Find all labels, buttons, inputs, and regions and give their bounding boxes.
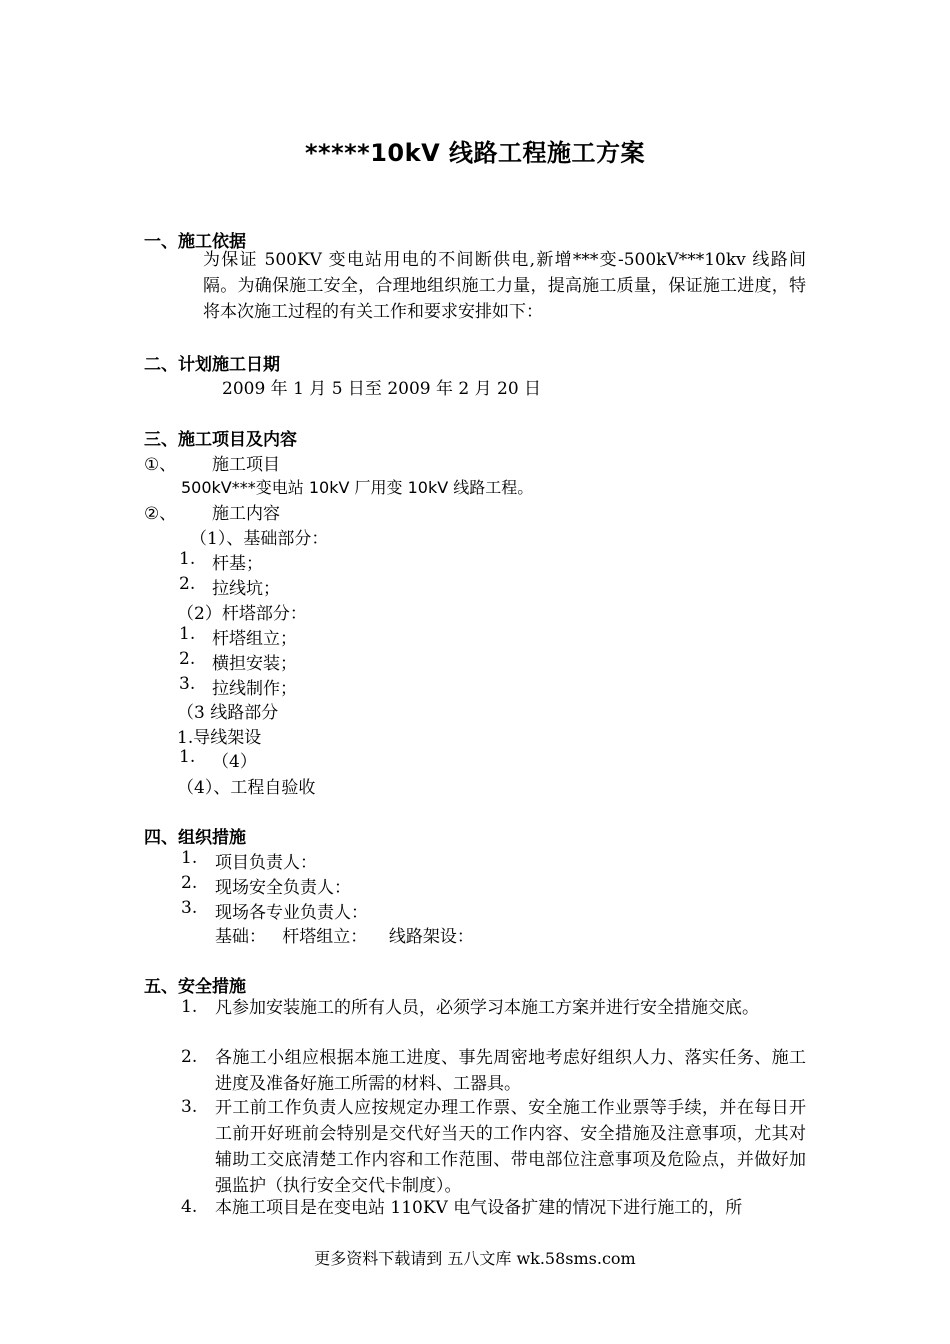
s5-num-2: 2. bbox=[181, 1047, 198, 1067]
sub-2-item-3: 拉线制作； bbox=[212, 679, 297, 699]
section-1-body: 为保证 500KV 变电站用电的不间断供电,新增***变-500kV***10kv 线路间隔。为确保施工安全，合理地组织施工力量，提高施工质量，保证施工进度，特将本次施工过程的有关工作和要求安排如下： bbox=[203, 250, 806, 322]
s4-item-1: 项目负责人： bbox=[215, 853, 317, 873]
item-1-label: 施工项目 bbox=[212, 455, 280, 475]
section-2-heading: 二、计划施工日期 bbox=[144, 355, 280, 375]
sub-2-heading: （2）杆塔部分： bbox=[177, 604, 307, 624]
document-title: *****10kV 线路工程施工方案 bbox=[304, 139, 646, 167]
s4-item-3: 现场各专业负责人： bbox=[215, 903, 368, 923]
sub-1-item-1: 杆基； bbox=[212, 554, 263, 574]
sub-3-heading: （3 线路部分 bbox=[177, 703, 279, 723]
s5-num-4: 4. bbox=[181, 1197, 198, 1217]
sub-2-item-1: 杆塔组立； bbox=[212, 629, 297, 649]
item-1-marker: ①、 bbox=[144, 455, 177, 475]
sub-1-heading: （1）、基础部分： bbox=[190, 529, 329, 549]
section-5-heading: 五、安全措施 bbox=[144, 977, 246, 997]
footer-download-note: 更多资料下载请到 五八文库 wk.58sms.com bbox=[314, 1249, 636, 1268]
s4-num-2: 2. bbox=[181, 873, 198, 893]
section-4-heading: 四、组织措施 bbox=[144, 828, 246, 848]
sub-3-extra-text: （4） bbox=[212, 752, 257, 772]
s4-item-2: 现场安全负责人： bbox=[215, 878, 351, 898]
s4-num-1: 1. bbox=[181, 848, 198, 868]
s5-item-4: 本施工项目是在变电站 110KV 电气设备扩建的情况下进行施工的，所 bbox=[215, 1198, 743, 1218]
sub-2-item-2: 横担安装； bbox=[212, 654, 297, 674]
s4-num-3: 3. bbox=[181, 898, 198, 918]
sub-1-item-2: 拉线坑； bbox=[212, 579, 280, 599]
s5-item-3: 开工前工作负责人应按规定办理工作票、安全施工作业票等手续，并在每日开工前开好班前会特别是交代好当天的工作内容、安全措施及注意事项，尤其对辅助工交底清楚工作内容和工作范围、带电部位注意事项及危险点，并做好加强监护（执行安全交代卡制度）。 bbox=[215, 1098, 806, 1196]
s4-sub-line: 基础： 杆塔组立： 线路架设： bbox=[215, 927, 474, 947]
item-1-body: 500kV***变电站 10kV 厂用变 10kV 线路工程。 bbox=[181, 478, 534, 497]
s5-num-3: 3. bbox=[181, 1097, 198, 1117]
sub-1-num-2: 2. bbox=[179, 574, 196, 594]
item-2-marker: ②、 bbox=[144, 504, 177, 524]
sub-2-num-1: 1. bbox=[179, 624, 196, 644]
sub-2-num-3: 3. bbox=[179, 674, 196, 694]
s5-num-1: 1. bbox=[181, 997, 198, 1017]
section-2-body: 2009 年 1 月 5 日至 2009 年 2 月 20 日 bbox=[222, 379, 542, 399]
sub-3-extra-num: 1. bbox=[179, 747, 196, 767]
s5-item-2: 各施工小组应根据本施工进度、事先周密地考虑好组织人力、落实任务、施工进度及准备好施工所需的材料、工器具。 bbox=[215, 1048, 806, 1094]
sub-2-num-2: 2. bbox=[179, 649, 196, 669]
section-3-heading: 三、施工项目及内容 bbox=[144, 430, 297, 450]
sub-4-heading: （4）、工程自验收 bbox=[177, 778, 316, 798]
section-1-heading: 一、施工依据 bbox=[144, 232, 246, 252]
item-2-label: 施工内容 bbox=[212, 504, 280, 524]
sub-1-num-1: 1. bbox=[179, 549, 196, 569]
sub-3-line: 1.导线架设 bbox=[177, 728, 262, 748]
s5-item-1: 凡参加安装施工的所有人员，必须学习本施工方案并进行安全措施交底。 bbox=[215, 998, 759, 1018]
